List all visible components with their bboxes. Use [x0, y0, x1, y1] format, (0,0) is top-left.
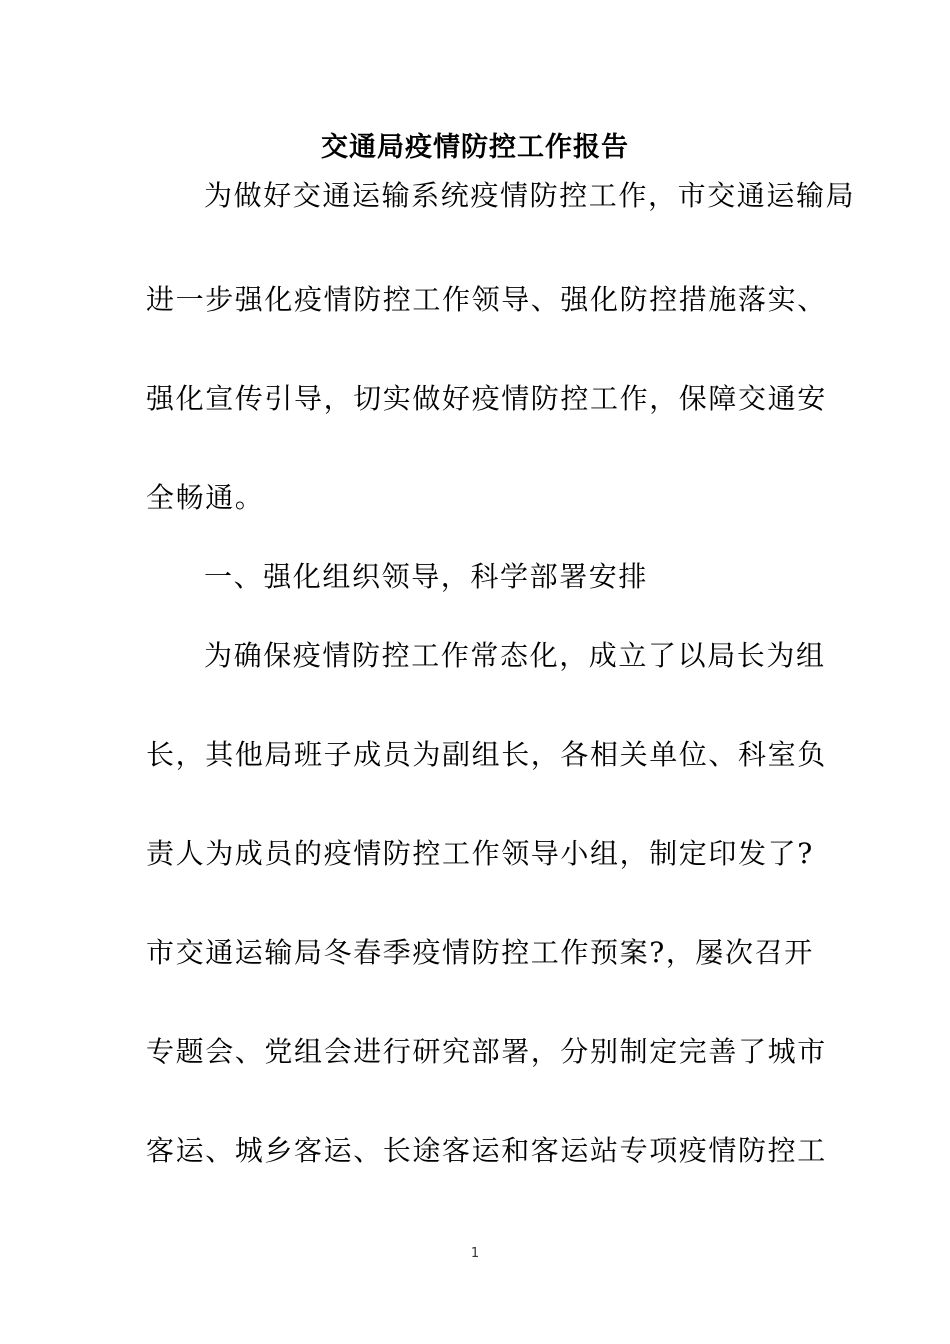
paragraph-line: 市交通运输局冬春季疫情防控工作预案?，屡次召开	[146, 936, 814, 969]
paragraph-line: 进一步强化疫情防控工作领导、强化防控措施落实、	[146, 283, 827, 316]
paragraph-line: 责人为成员的疫情防控工作领导小组，制定印发了?	[146, 837, 814, 870]
document-title: 交通局疫情防控工作报告	[321, 132, 629, 163]
section-heading: 一、强化组织领导，科学部署安排	[204, 560, 649, 593]
paragraph-line: 长，其他局班子成员为副组长，各相关单位、科室负	[146, 738, 827, 771]
paragraph-line: 为做好交通运输系统疫情防控工作，市交通运输局	[204, 179, 856, 212]
paragraph-line: 全畅通。	[146, 481, 265, 514]
paragraph-line: 强化宣传引导，切实做好疫情防控工作，保障交通安	[146, 382, 827, 415]
paragraph-line: 客运、城乡客运、长途客运和客运站专项疫情防控工	[146, 1134, 827, 1167]
paragraph-line: 专题会、党组会进行研究部署，分别制定完善了城市	[146, 1035, 827, 1068]
paragraph-line: 为确保疫情防控工作常态化，成立了以局长为组	[204, 639, 826, 672]
page-number: 1	[470, 1246, 480, 1261]
